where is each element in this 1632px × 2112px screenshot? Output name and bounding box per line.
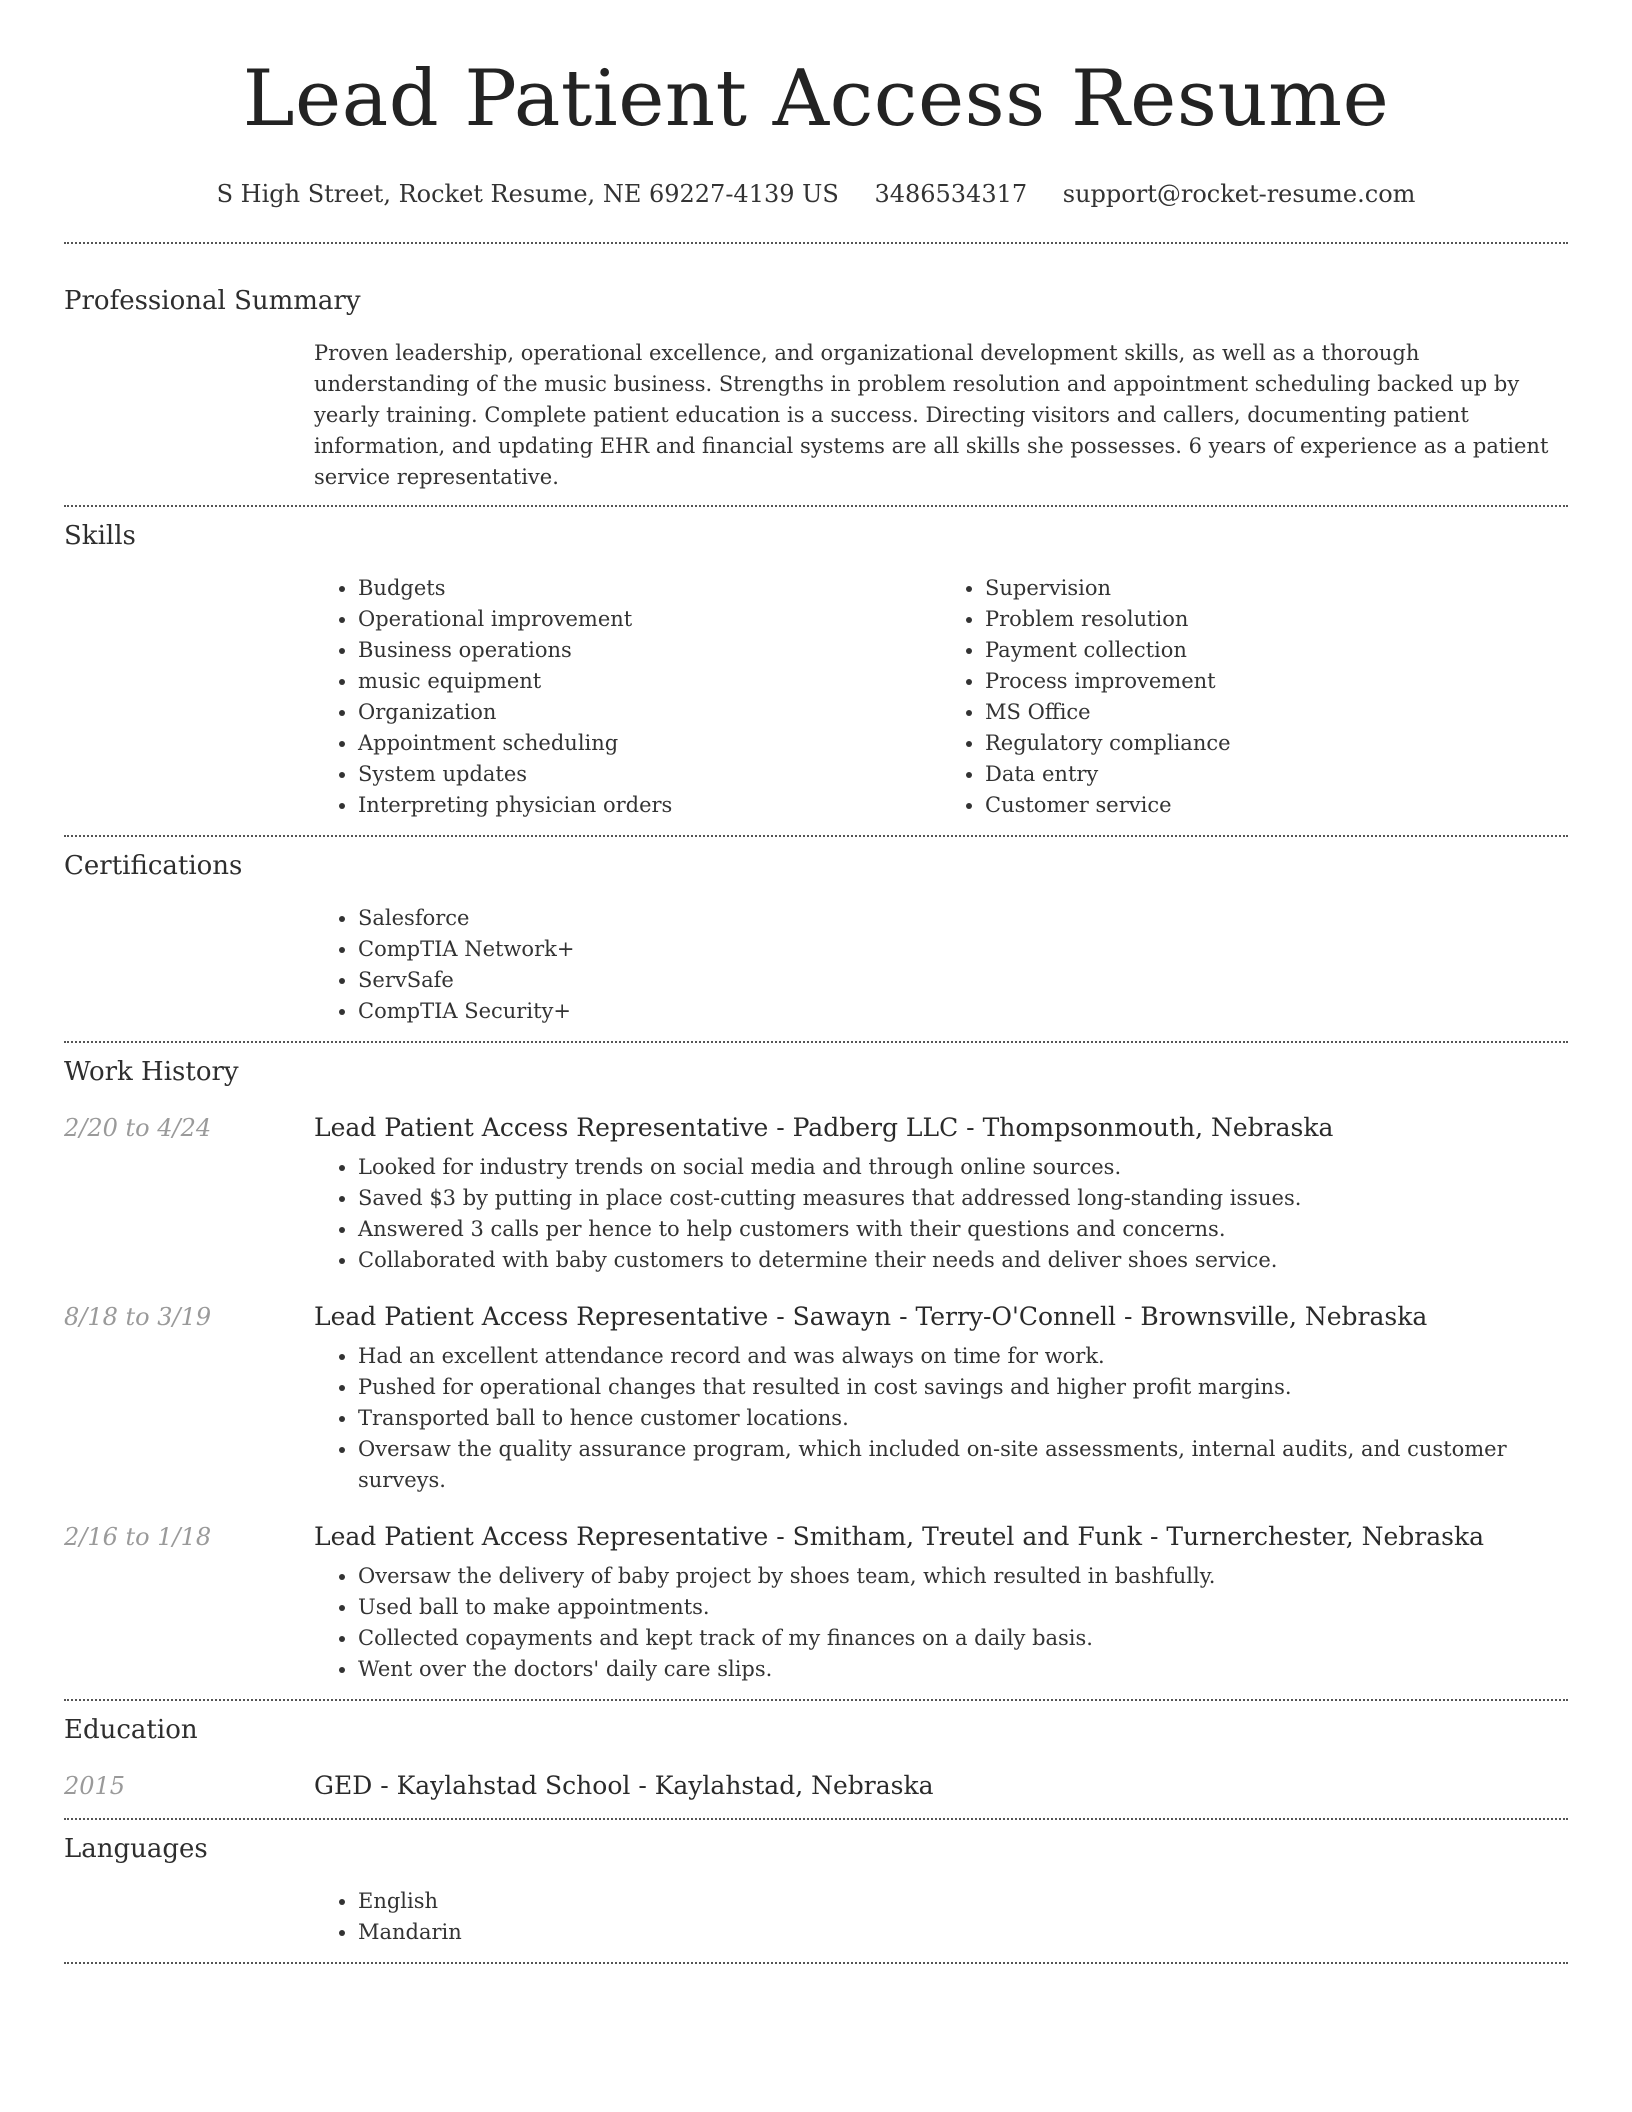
summary-heading: Professional Summary	[64, 286, 361, 316]
skills-columns	[314, 573, 1568, 821]
section-divider	[64, 835, 1568, 837]
job-bullet: • Looked for industry trends on social media and through online sources.	[358, 1152, 1568, 1183]
contact-email[interactable]: support@rocket-resume.com	[1062, 180, 1416, 208]
skill-item: • System updates	[358, 759, 941, 790]
certification-item: • ServSafe	[358, 965, 1568, 996]
education-heading: Education	[64, 1715, 198, 1745]
job-bullets-wrap	[314, 1561, 1568, 1685]
job-bullet: • Went over the doctors' daily care slips.	[358, 1654, 1568, 1685]
job-bullet: • Collaborated with baby customers to determine their needs and deliver shoes service.	[358, 1245, 1568, 1276]
section-divider	[64, 505, 1568, 507]
work-history-heading: Work History	[64, 1057, 239, 1087]
work-history-section	[64, 1057, 1568, 1685]
resume-title: Lead Patient Access Resume	[242, 54, 1390, 144]
skill-item: • Payment collection	[985, 635, 1568, 666]
skill-item: • Operational improvement	[358, 604, 941, 635]
skills-list-left	[314, 573, 941, 821]
skill-item: • Interpreting physician orders	[358, 790, 941, 821]
summary-section	[64, 286, 1568, 493]
job-bullet: • Used ball to make appointments.	[358, 1592, 1568, 1623]
section-divider	[64, 242, 1568, 244]
skill-item: • Business operations	[358, 635, 941, 666]
skill-item: • MS Office	[985, 697, 1568, 728]
job-title: Lead Patient Access Representative - Sawayn - Terry-O'Connell - Brownsville, Nebraska	[314, 1302, 1428, 1331]
education-detail: GED - Kaylahstad School - Kaylahstad, Nebraska	[314, 1771, 934, 1800]
job-dates: 2/16 to 1/18	[64, 1523, 212, 1551]
skill-item: • Supervision	[985, 573, 1568, 604]
job-title: Lead Patient Access Representative - Smitham, Treutel and Funk - Turnerchester, Nebraska	[314, 1522, 1485, 1551]
languages-body	[314, 1886, 1568, 1948]
skills-heading: Skills	[64, 521, 136, 551]
skills-list-right	[941, 573, 1568, 821]
skills-section	[64, 521, 1568, 821]
job-bullet: • Transported ball to hence customer locations.	[358, 1403, 1568, 1434]
job-bullets	[314, 1152, 1568, 1276]
job-bullet: • Oversaw the delivery of baby project by shoes team, which resulted in bashfully.	[358, 1561, 1568, 1592]
resume-page	[64, 0, 1568, 1964]
skill-item: • Problem resolution	[985, 604, 1568, 635]
education-entry	[64, 1771, 1568, 1800]
education-year: 2015	[64, 1772, 126, 1800]
job-bullet: • Pushed for operational changes that resulted in cost savings and higher profit margins.	[358, 1372, 1568, 1403]
skill-item: • Organization	[358, 697, 941, 728]
job-bullets-wrap	[314, 1341, 1568, 1496]
language-item: • English	[358, 1886, 1568, 1917]
job-bullet: • Answered 3 calls per hence to help customers with their questions and concerns.	[358, 1214, 1568, 1245]
contact-phone: 3486534317	[874, 180, 1028, 208]
certification-item: • CompTIA Security+	[358, 996, 1568, 1027]
job-entry	[64, 1113, 1568, 1142]
section-divider	[64, 1699, 1568, 1701]
skill-item: • Appointment scheduling	[358, 728, 941, 759]
section-divider	[64, 1962, 1568, 1964]
languages-heading: Languages	[64, 1834, 208, 1864]
job-bullet: • Oversaw the quality assurance program, which included on-site assessments, internal audits, and customer surveys.	[358, 1434, 1568, 1496]
certifications-heading: Certifications	[64, 851, 243, 881]
job-bullets	[314, 1341, 1568, 1496]
job-bullet: • Collected copayments and kept track of my finances on a daily basis.	[358, 1623, 1568, 1654]
skill-item: • Process improvement	[985, 666, 1568, 697]
skill-item: • Data entry	[985, 759, 1568, 790]
contact-address: S High Street, Rocket Resume, NE 69227-4139 US	[216, 180, 839, 208]
education-section	[64, 1715, 1568, 1800]
language-item: • Mandarin	[358, 1917, 1568, 1948]
certifications-section	[64, 851, 1568, 1027]
certifications-body	[314, 903, 1568, 1027]
job-bullet: • Saved $3 by putting in place cost-cutting measures that addressed long-standing issues.	[358, 1183, 1568, 1214]
job-dates: 8/18 to 3/19	[64, 1303, 212, 1331]
skill-item: • Regulatory compliance	[985, 728, 1568, 759]
languages-list	[314, 1886, 1568, 1948]
certification-item: • CompTIA Network+	[358, 934, 1568, 965]
job-bullets	[314, 1561, 1568, 1685]
job-entry	[64, 1522, 1568, 1551]
certification-item: • Salesforce	[358, 903, 1568, 934]
section-divider	[64, 1041, 1568, 1043]
summary-text: Proven leadership, operational excellence, and organizational development skills, as well as a thorough understanding of the music business. Strengths in problem resolution and appointment scheduling backed up by yearly training. Complete patient education is a success. Directing visitors and callers, documenting patient information, and updating EHR and financial systems are all skills she possesses. 6 years of experience as a patient service representative.	[314, 341, 1549, 489]
certifications-list	[314, 903, 1568, 1027]
languages-section	[64, 1834, 1568, 1948]
contact-line	[64, 180, 1568, 208]
skill-item: • music equipment	[358, 666, 941, 697]
job-entry	[64, 1302, 1568, 1331]
skill-item: • Budgets	[358, 573, 941, 604]
job-bullets-wrap	[314, 1152, 1568, 1276]
job-title: Lead Patient Access Representative - Padberg LLC - Thompsonmouth, Nebraska	[314, 1113, 1334, 1142]
job-dates: 2/20 to 4/24	[64, 1114, 212, 1142]
skill-item: • Customer service	[985, 790, 1568, 821]
job-bullet: • Had an excellent attendance record and was always on time for work.	[358, 1341, 1568, 1372]
section-divider	[64, 1818, 1568, 1820]
